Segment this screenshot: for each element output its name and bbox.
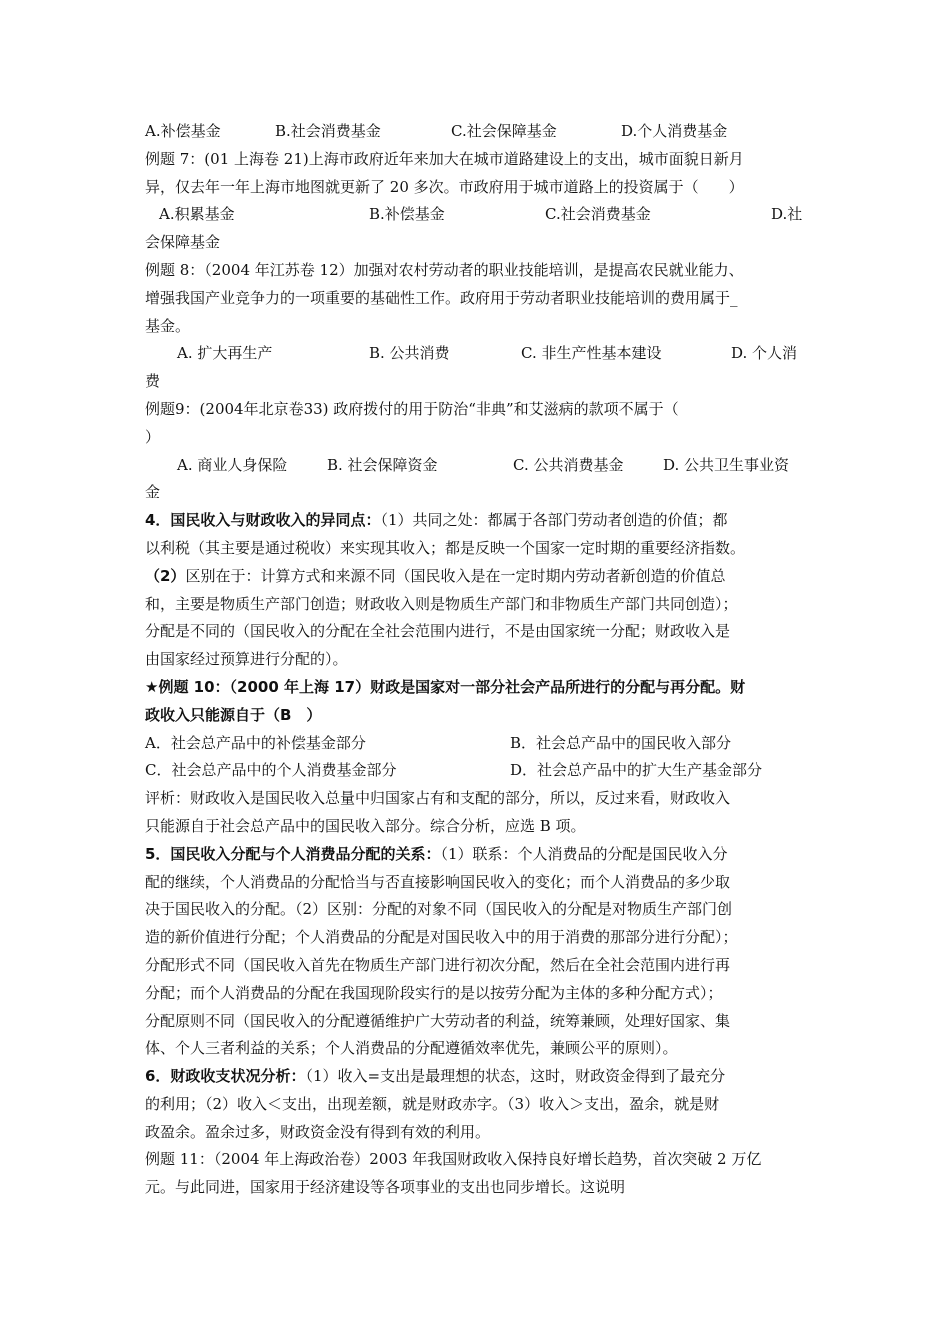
section-text: 区别在于：计算方式和来源不同（国民收入是在一定时期内劳动者新创造的价值总 [185,566,726,585]
text-line [145,730,815,758]
text-line: 只能源自于社会总产品中的国民收入部分。综合分析，应选 B 项。 [145,816,586,835]
text-line [145,507,815,535]
text-line: 政盈余。盈余过多，财政资金没有得到有效的利用。 [145,1122,491,1141]
answer-option: C.社会保障基金 [451,122,557,140]
answer-option: D．社会总产品中的扩大生产基金部分 [510,761,763,780]
text-line: 配的继续，个人消费品的分配恰当与否直接影响国民收入的变化；而个人消费品的多少取 [145,872,731,891]
text-line: 分配原则不同（国民收入的分配遵循维护广大劳动者的利益，统筹兼顾，处理好国家、集 [145,1011,731,1030]
text-line: 评析：财政收入是国民收入总量中归国家占有和支配的部分，所以，反过来看，财政收入 [145,789,731,808]
text-line: 例题9：(2004年北京卷33) 政府拨付的用于防治“非典”和艾滋病的款项不属于（ [145,399,679,418]
answer-option: B. 社会保障资金 [327,455,438,474]
text-line: 和，主要是物质生产部门创造；财政收入则是物质生产部门和非物质生产部门共同创造）； [145,594,738,613]
answer-option: A. 商业人身保险 [177,455,288,474]
answer-option: D.社 [771,205,803,224]
text-line: 由国家经过预算进行分配的）。 [145,650,348,669]
answer-option: C．社会总产品中的个人消费基金部分 [145,761,397,780]
text-line: 会保障基金 [145,233,221,252]
text-line: 分配；而个人消费品的分配在我国现阶段实行的是以按劳分配为主体的多种分配方式）； [145,983,723,1002]
text-line: 费 [145,372,161,391]
document-page [145,118,815,1202]
text-line: ★例题 10：（2000 年上海 17）财政是国家对一部分社会产品所进行的分配与再分配。财 [145,677,746,696]
answer-option: A.积累基金 [159,205,235,224]
text-line: 例题 7：(01 上海卷 21)上海市政府近年来加大在城市道路建设上的支出，城市面貌日新月 [145,149,744,168]
text-line: 的利用；（2）收入＜支出，出现差额，就是财政赤字。（3）收入＞支出，盈余，就是财 [145,1094,720,1113]
answer-option: B.补偿基金 [369,205,445,224]
text-line [145,563,815,591]
text-line [145,757,815,785]
text-line [145,452,815,480]
answer-option: C. 非生产性基本建设 [521,344,662,363]
text-line: 金 [145,483,161,502]
text-line: 增强我国产业竞争力的一项重要的基础性工作。政府用于劳动者职业技能培训的费用属于_ [145,288,738,307]
section-text: （1）共同之处：都属于各部门劳动者创造的价值；都 [380,511,728,530]
answer-option: B.社会消费基金 [275,122,381,140]
text-line [145,340,815,368]
section-text: （1）收入=支出是最理想的状态，这时，财政资金得到了最充分 [305,1067,726,1086]
section-heading: （2） [145,566,186,585]
answer-option: C. 公共消费基金 [513,455,624,474]
section-heading: 4．国民收入与财政收入的异同点： [145,511,381,530]
text-line [145,118,815,146]
answer-option: D. 公共卫生事业资 [663,455,790,474]
text-line [145,841,815,869]
answer-option: A.补偿基金 [145,122,221,140]
text-line: 基金。 [145,316,191,335]
text-line: 政收入只能源自于（B ） [145,705,322,724]
text-line [145,201,815,229]
text-line: 决于国民收入的分配。（2）区别：分配的对象不同（国民收入的分配是对物质生产部门创 [145,900,733,919]
text-line: 分配是不同的（国民收入的分配在全社会范围内进行，不是由国家统一分配；财政收入是 [145,622,731,641]
text-line: 体、个人三者利益的关系；个人消费品的分配遵循效率优先，兼顾公平的原则）。 [145,1039,678,1058]
section-heading: 5．国民收入分配与个人消费品分配的关系： [145,844,441,863]
text-line: 造的新价值进行分配；个人消费品的分配是对国民收入中的用于消费的那部分进行分配）； [145,928,738,947]
answer-option: B．社会总产品中的国民收入部分 [510,733,732,752]
text-line: 异，仅去年一年上海市地图就更新了 20 多次。市政府用于城市道路上的投资属于（ ） [145,177,744,196]
answer-option: B. 公共消费 [369,344,450,363]
text-line: 例题 11：（2004 年上海政治卷）2003 年我国财政收入保持良好增长趋势，首次突破 2 万亿 [145,1150,762,1169]
answer-option: D. 个人消 [731,344,798,363]
text-line: 例题 8：（2004 年江苏卷 12）加强对农村劳动者的职业技能培训，是提高农民就业能力、 [145,260,744,279]
text-line: 元。与此同进，国家用于经济建设等各项事业的支出也同步增长。这说明 [145,1178,626,1197]
answer-option: A. 扩大再生产 [177,344,273,363]
text-line [145,1063,815,1091]
answer-option: C.社会消费基金 [545,205,651,224]
answer-option: D.个人消费基金 [621,122,728,140]
answer-option: A．社会总产品中的补偿基金部分 [145,733,366,752]
section-heading: 6．财政收支状况分析： [145,1067,306,1086]
text-line: 以利税（其主要是通过税收）来实现其收入；都是反映一个国家一定时期的重要经济指数。 [145,538,746,557]
text-line: ） [145,427,161,446]
text-line: 分配形式不同（国民收入首先在物质生产部门进行初次分配，然后在全社会范围内进行再 [145,955,731,974]
section-text: （1）联系：个人消费品的分配是国民收入分 [440,844,728,863]
